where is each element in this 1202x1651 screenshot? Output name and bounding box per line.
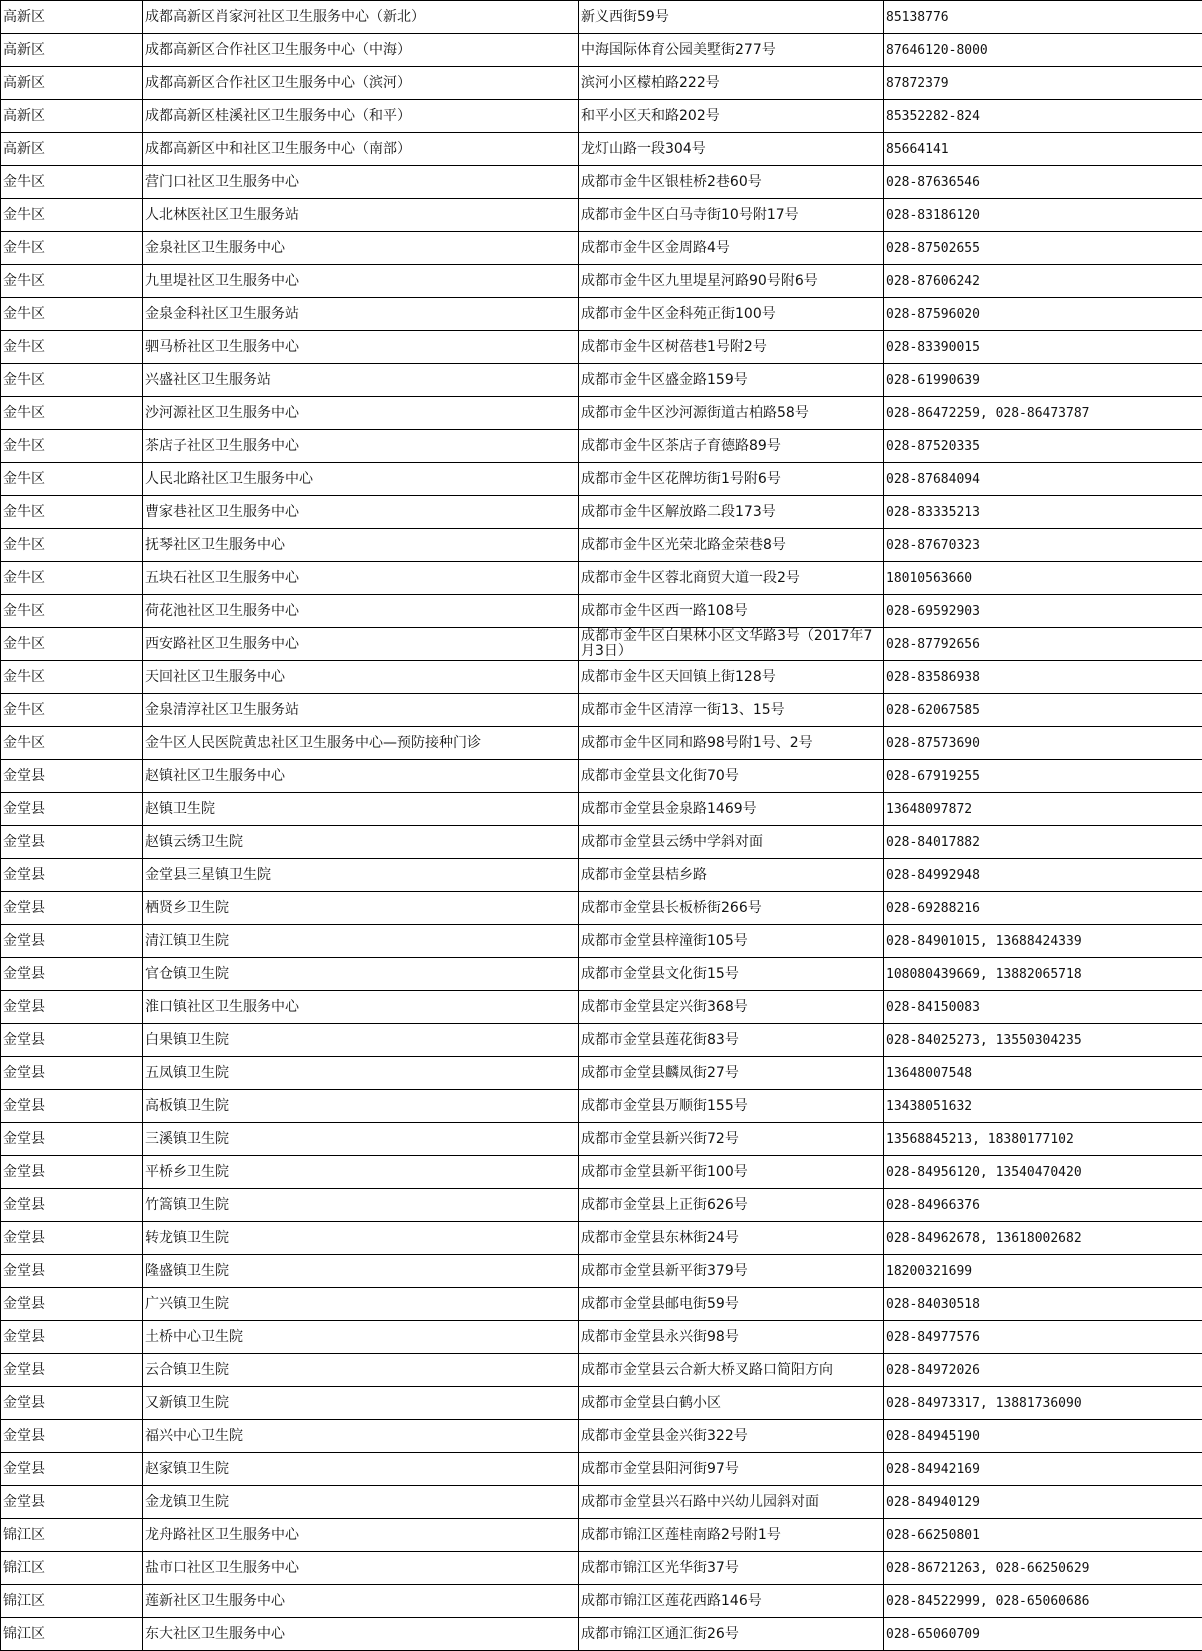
district-cell: 金牛区 [1,298,143,331]
table-row [1,1222,1202,1255]
phone-cell: 028-87636546 [884,166,1202,199]
table-row [1,727,1202,760]
table-row [1,34,1202,67]
table-row [1,1420,1202,1453]
phone-cell: 028-84945190 [884,1420,1202,1453]
district-cell: 高新区 [1,100,143,133]
address-cell: 成都市金堂县莲花街83号 [579,1024,884,1057]
district-cell: 金堂县 [1,1024,143,1057]
clinic-name-cell: 兴盛社区卫生服务站 [143,364,579,397]
address-cell: 成都市金牛区西一路108号 [579,595,884,628]
phone-cell: 028-84940129 [884,1486,1202,1519]
address-cell: 成都市锦江区通汇街26号 [579,1618,884,1651]
phone-cell: 028-87792656 [884,628,1202,661]
phone-cell: 028-84942169 [884,1453,1202,1486]
address-cell: 成都市金堂县文化街70号 [579,760,884,793]
district-cell: 金牛区 [1,430,143,463]
district-cell: 金堂县 [1,1057,143,1090]
district-cell: 金堂县 [1,1123,143,1156]
clinic-name-cell: 九里堤社区卫生服务中心 [143,265,579,298]
district-cell: 金牛区 [1,199,143,232]
clinic-name-cell: 成都高新区合作社区卫生服务中心（滨河） [143,67,579,100]
address-cell: 成都市锦江区莲花西路146号 [579,1585,884,1618]
phone-cell: 028-84017882 [884,826,1202,859]
phone-cell: 028-84025273, 13550304235 [884,1024,1202,1057]
clinic-name-cell: 赵镇社区卫生服务中心 [143,760,579,793]
phone-cell: 028-83390015 [884,331,1202,364]
address-cell: 滨河小区檬柏路222号 [579,67,884,100]
phone-cell: 028-84962678, 13618002682 [884,1222,1202,1255]
table-row [1,1519,1202,1552]
table-row [1,1024,1202,1057]
district-cell: 金牛区 [1,397,143,430]
district-cell: 金堂县 [1,1189,143,1222]
district-cell: 金牛区 [1,562,143,595]
district-cell: 金堂县 [1,1255,143,1288]
table-row [1,496,1202,529]
district-cell: 金堂县 [1,1222,143,1255]
table-row [1,958,1202,991]
address-cell: 成都市金堂县阳河街97号 [579,1453,884,1486]
district-cell: 金堂县 [1,760,143,793]
district-cell: 锦江区 [1,1552,143,1585]
clinic-name-cell: 官仓镇卫生院 [143,958,579,991]
clinic-name-cell: 成都高新区中和社区卫生服务中心（南部） [143,133,579,166]
clinic-name-cell: 盐市口社区卫生服务中心 [143,1552,579,1585]
clinic-name-cell: 白果镇卫生院 [143,1024,579,1057]
district-cell: 金堂县 [1,925,143,958]
address-cell: 成都市金牛区白果林小区文华路3号（2017年7月3日） [579,628,884,661]
address-cell: 龙灯山路一段304号 [579,133,884,166]
address-cell: 成都市金牛区白马寺街10号附17号 [579,199,884,232]
district-cell: 金堂县 [1,1156,143,1189]
district-cell: 金牛区 [1,727,143,760]
table-row [1,166,1202,199]
phone-cell: 028-65060709 [884,1618,1202,1651]
address-cell: 成都市金堂县兴石路中兴幼儿园斜对面 [579,1486,884,1519]
address-cell: 成都市金牛区天回镇上街128号 [579,661,884,694]
phone-cell: 028-87502655 [884,232,1202,265]
table-row [1,100,1202,133]
table-row [1,1618,1202,1651]
clinic-name-cell: 金龙镇卫生院 [143,1486,579,1519]
phone-cell: 028-86721263, 028-66250629 [884,1552,1202,1585]
clinic-name-cell: 金泉清淳社区卫生服务站 [143,694,579,727]
address-cell: 成都市金堂县新平街100号 [579,1156,884,1189]
clinic-name-cell: 竹篙镇卫生院 [143,1189,579,1222]
clinic-name-cell: 成都高新区肖家河社区卫生服务中心（新北） [143,1,579,34]
clinic-name-cell: 人民北路社区卫生服务中心 [143,463,579,496]
clinic-name-cell: 清江镇卫生院 [143,925,579,958]
district-cell: 锦江区 [1,1585,143,1618]
district-cell: 金堂县 [1,1354,143,1387]
district-cell: 高新区 [1,67,143,100]
address-cell: 成都市锦江区光华街37号 [579,1552,884,1585]
address-cell: 成都市金牛区盛金路159号 [579,364,884,397]
address-cell: 成都市金堂县桔乡路 [579,859,884,892]
table-row [1,364,1202,397]
clinic-name-cell: 金堂县三星镇卫生院 [143,859,579,892]
clinic-name-cell: 栖贤乡卫生院 [143,892,579,925]
table-row [1,1,1202,34]
district-cell: 锦江区 [1,1618,143,1651]
district-cell: 金堂县 [1,958,143,991]
clinic-name-cell: 龙舟路社区卫生服务中心 [143,1519,579,1552]
clinic-name-cell: 成都高新区桂溪社区卫生服务中心（和平） [143,100,579,133]
district-cell: 金牛区 [1,694,143,727]
table-row [1,199,1202,232]
clinic-name-cell: 广兴镇卫生院 [143,1288,579,1321]
phone-cell: 028-84966376 [884,1189,1202,1222]
district-cell: 金牛区 [1,364,143,397]
district-cell: 高新区 [1,34,143,67]
table-row [1,463,1202,496]
phone-cell: 85352282-824 [884,100,1202,133]
phone-cell: 028-83186120 [884,199,1202,232]
clinic-name-cell: 人北林医社区卫生服务站 [143,199,579,232]
phone-cell: 028-83335213 [884,496,1202,529]
table-row [1,595,1202,628]
address-cell: 成都市金牛区金科苑正街100号 [579,298,884,331]
clinic-name-cell: 西安路社区卫生服务中心 [143,628,579,661]
district-cell: 金堂县 [1,1486,143,1519]
clinic-name-cell: 东大社区卫生服务中心 [143,1618,579,1651]
district-cell: 高新区 [1,1,143,34]
address-cell: 成都市金牛区清淳一街13、15号 [579,694,884,727]
table-row [1,1123,1202,1156]
address-cell: 和平小区天和路202号 [579,100,884,133]
district-cell: 金堂县 [1,1288,143,1321]
address-cell: 新义西街59号 [579,1,884,34]
phone-cell: 87646120-8000 [884,34,1202,67]
district-cell: 金堂县 [1,793,143,826]
phone-cell: 028-83586938 [884,661,1202,694]
address-cell: 成都市金牛区蓉北商贸大道一段2号 [579,562,884,595]
district-cell: 金牛区 [1,628,143,661]
phone-cell: 028-84150083 [884,991,1202,1024]
address-cell: 成都市金牛区光荣北路金荣巷8号 [579,529,884,562]
district-cell: 金堂县 [1,1090,143,1123]
phone-cell: 028-61990639 [884,364,1202,397]
table-row [1,892,1202,925]
clinic-name-cell: 荷花池社区卫生服务中心 [143,595,579,628]
address-cell: 成都市金牛区茶店子育德路89号 [579,430,884,463]
table-row [1,1090,1202,1123]
table-row [1,793,1202,826]
clinic-name-cell: 平桥乡卫生院 [143,1156,579,1189]
address-cell: 中海国际体育公园美墅街277号 [579,34,884,67]
phone-cell: 13648007548 [884,1057,1202,1090]
address-cell: 成都市金堂县永兴街98号 [579,1321,884,1354]
district-cell: 金堂县 [1,1321,143,1354]
district-cell: 高新区 [1,133,143,166]
table-row [1,661,1202,694]
phone-cell: 87872379 [884,67,1202,100]
table-row [1,760,1202,793]
district-cell: 金堂县 [1,892,143,925]
clinic-name-cell: 转龙镇卫生院 [143,1222,579,1255]
clinic-name-cell: 三溪镇卫生院 [143,1123,579,1156]
phone-cell: 028-84522999, 028-65060686 [884,1585,1202,1618]
district-cell: 金堂县 [1,1387,143,1420]
clinic-name-cell: 又新镇卫生院 [143,1387,579,1420]
table-row [1,529,1202,562]
clinic-name-cell: 茶店子社区卫生服务中心 [143,430,579,463]
clinic-name-cell: 金泉社区卫生服务中心 [143,232,579,265]
clinic-name-cell: 赵镇卫生院 [143,793,579,826]
clinic-name-cell: 赵镇云绣卫生院 [143,826,579,859]
clinic-name-cell: 驷马桥社区卫生服务中心 [143,331,579,364]
table-row [1,298,1202,331]
address-cell: 成都市金堂县梓潼街105号 [579,925,884,958]
table-row [1,232,1202,265]
district-cell: 金牛区 [1,331,143,364]
phone-cell: 028-62067585 [884,694,1202,727]
table-row [1,1585,1202,1618]
clinic-name-cell: 莲新社区卫生服务中心 [143,1585,579,1618]
address-cell: 成都市金堂县上正街626号 [579,1189,884,1222]
phone-cell: 028-87520335 [884,430,1202,463]
address-cell: 成都市金堂县金泉路1469号 [579,793,884,826]
table-row [1,1453,1202,1486]
address-cell: 成都市金堂县白鹤小区 [579,1387,884,1420]
table-row [1,331,1202,364]
phone-cell: 028-67919255 [884,760,1202,793]
address-cell: 成都市金牛区解放路二段173号 [579,496,884,529]
table-row [1,1486,1202,1519]
phone-cell: 028-84973317, 13881736090 [884,1387,1202,1420]
phone-cell: 028-84977576 [884,1321,1202,1354]
address-cell: 成都市金牛区树蓓巷1号附2号 [579,331,884,364]
address-cell: 成都市金堂县东林街24号 [579,1222,884,1255]
district-cell: 金堂县 [1,859,143,892]
phone-cell: 028-69592903 [884,595,1202,628]
phone-cell: 028-84956120, 13540470420 [884,1156,1202,1189]
address-cell: 成都市金牛区沙河源街道古柏路58号 [579,397,884,430]
district-cell: 金牛区 [1,166,143,199]
phone-cell: 028-87684094 [884,463,1202,496]
clinic-name-cell: 隆盛镇卫生院 [143,1255,579,1288]
clinic-name-cell: 沙河源社区卫生服务中心 [143,397,579,430]
table-row [1,1057,1202,1090]
clinic-name-cell: 五凤镇卫生院 [143,1057,579,1090]
clinic-name-cell: 高板镇卫生院 [143,1090,579,1123]
address-cell: 成都市金堂县文化街15号 [579,958,884,991]
table-row [1,991,1202,1024]
table-row [1,1288,1202,1321]
table-row [1,133,1202,166]
district-cell: 金牛区 [1,232,143,265]
district-cell: 金堂县 [1,826,143,859]
table-row [1,1387,1202,1420]
clinic-name-cell: 抚琴社区卫生服务中心 [143,529,579,562]
phone-cell: 18010563660 [884,562,1202,595]
phone-cell: 13648097872 [884,793,1202,826]
phone-cell: 028-84030518 [884,1288,1202,1321]
table-row [1,430,1202,463]
table-row [1,67,1202,100]
clinic-name-cell: 金泉金科社区卫生服务站 [143,298,579,331]
table-row [1,925,1202,958]
table-body [1,1,1202,1651]
table-row [1,694,1202,727]
district-cell: 锦江区 [1,1519,143,1552]
phone-cell: 85138776 [884,1,1202,34]
clinic-name-cell: 赵家镇卫生院 [143,1453,579,1486]
address-cell: 成都市金堂县邮电街59号 [579,1288,884,1321]
clinic-name-cell: 云合镇卫生院 [143,1354,579,1387]
clinic-name-cell: 天回社区卫生服务中心 [143,661,579,694]
district-cell: 金牛区 [1,595,143,628]
clinic-name-cell: 五块石社区卫生服务中心 [143,562,579,595]
address-cell: 成都市金堂县云合新大桥叉路口简阳方向 [579,1354,884,1387]
phone-cell: 028-84972026 [884,1354,1202,1387]
clinic-name-cell: 成都高新区合作社区卫生服务中心（中海） [143,34,579,67]
table-row [1,1255,1202,1288]
address-cell: 成都市金牛区金周路4号 [579,232,884,265]
district-cell: 金牛区 [1,265,143,298]
phone-cell: 13568845213, 18380177102 [884,1123,1202,1156]
address-cell: 成都市金堂县云绣中学斜对面 [579,826,884,859]
address-cell: 成都市金牛区九里堤星河路90号附6号 [579,265,884,298]
phone-cell: 13438051632 [884,1090,1202,1123]
district-cell: 金牛区 [1,496,143,529]
table-row [1,826,1202,859]
phone-cell: 028-66250801 [884,1519,1202,1552]
table-row [1,628,1202,661]
table-row [1,1321,1202,1354]
clinic-name-cell: 福兴中心卫生院 [143,1420,579,1453]
phone-cell: 85664141 [884,133,1202,166]
table-row [1,859,1202,892]
district-cell: 金堂县 [1,1420,143,1453]
district-cell: 金堂县 [1,1453,143,1486]
address-cell: 成都市金堂县长板桥街266号 [579,892,884,925]
table-row [1,1354,1202,1387]
address-cell: 成都市金堂县定兴街368号 [579,991,884,1024]
phone-cell: 108080439669, 13882065718 [884,958,1202,991]
phone-cell: 028-69288216 [884,892,1202,925]
table-row [1,397,1202,430]
clinic-name-cell: 淮口镇社区卫生服务中心 [143,991,579,1024]
district-cell: 金牛区 [1,463,143,496]
clinic-name-cell: 曹家巷社区卫生服务中心 [143,496,579,529]
table-row [1,1552,1202,1585]
clinic-name-cell: 土桥中心卫生院 [143,1321,579,1354]
district-cell: 金堂县 [1,991,143,1024]
district-cell: 金牛区 [1,661,143,694]
clinic-name-cell: 营门口社区卫生服务中心 [143,166,579,199]
address-cell: 成都市锦江区莲桂南路2号附1号 [579,1519,884,1552]
address-cell: 成都市金堂县金兴街322号 [579,1420,884,1453]
address-cell: 成都市金牛区银桂桥2巷60号 [579,166,884,199]
district-cell: 金牛区 [1,529,143,562]
phone-cell: 028-87606242 [884,265,1202,298]
address-cell: 成都市金堂县新平街379号 [579,1255,884,1288]
phone-cell: 028-84992948 [884,859,1202,892]
phone-cell: 028-86472259, 028-86473787 [884,397,1202,430]
address-cell: 成都市金牛区同和路98号附1号、2号 [579,727,884,760]
phone-cell: 028-87596020 [884,298,1202,331]
table-row [1,562,1202,595]
address-cell: 成都市金牛区花牌坊街1号附6号 [579,463,884,496]
phone-cell: 028-87670323 [884,529,1202,562]
clinic-name-cell: 金牛区人民医院黄忠社区卫生服务中心—预防接种门诊 [143,727,579,760]
table-row [1,1156,1202,1189]
phone-cell: 028-84901015, 13688424339 [884,925,1202,958]
address-cell: 成都市金堂县麟凤街27号 [579,1057,884,1090]
phone-cell: 028-87573690 [884,727,1202,760]
table-row [1,1189,1202,1222]
address-cell: 成都市金堂县新兴街72号 [579,1123,884,1156]
address-cell: 成都市金堂县万顺街155号 [579,1090,884,1123]
table-row [1,265,1202,298]
phone-cell: 18200321699 [884,1255,1202,1288]
